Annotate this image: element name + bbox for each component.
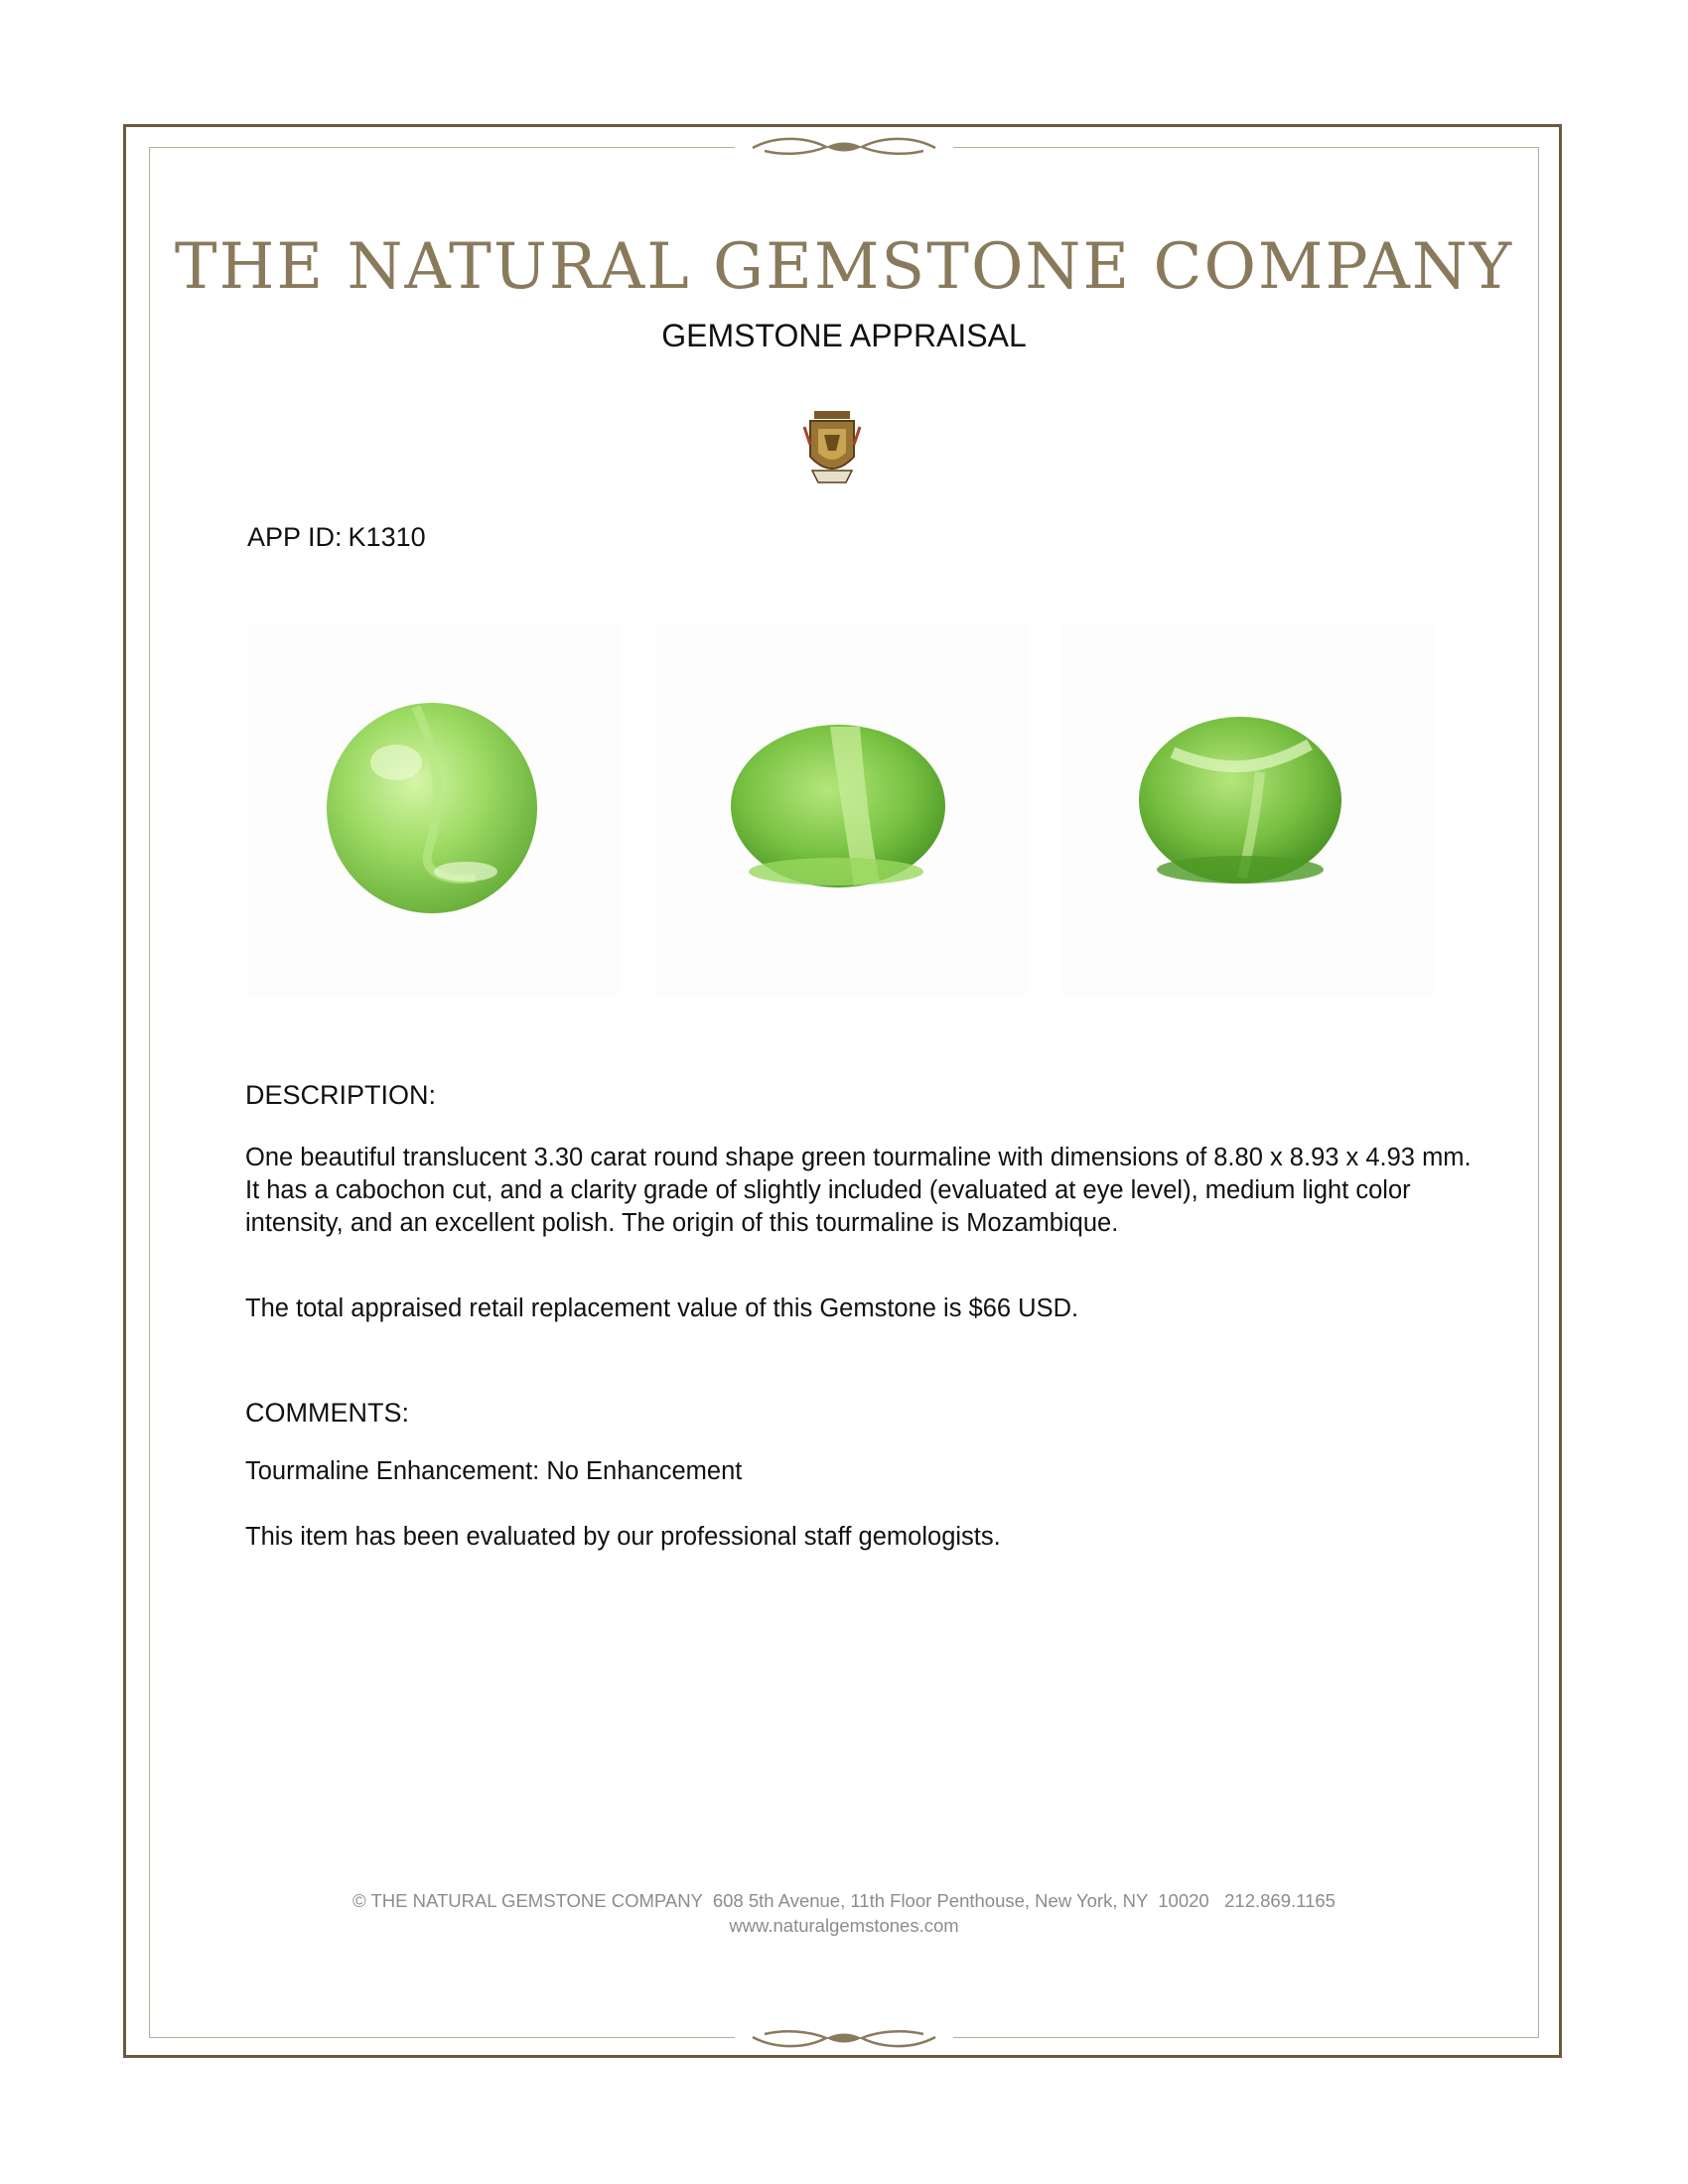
evaluation-comment: This item has been evaluated by our professional staff gemologists. [245,1523,1001,1551]
description-heading: DESCRIPTION: [245,1080,437,1110]
bottom-flourish-ornament [735,2023,953,2053]
footer [0,1888,1688,1938]
comments-heading: COMMENTS: [245,1398,409,1428]
app-id-value: K1310 [348,522,426,552]
enhancement-comment: Tourmaline Enhancement: No Enhancement [245,1457,743,1485]
footer-phone: 212.869.1165 [1224,1890,1336,1911]
footer-copyright: © THE NATURAL GEMSTONE COMPANY [352,1890,703,1911]
document-type-title: GEMSTONE APPRAISAL [661,318,1027,353]
company-crest-logo [802,405,862,492]
appraised-value-statement: The total appraised retail replacement value of this Gemstone is $66 USD. [245,1295,1079,1322]
footer-address: 608 5th Avenue, 11th Floor Penthouse, New York, NY 10020 [712,1890,1209,1911]
gemstone-photo-side-view [655,623,1029,997]
footer-website: www.naturalgemstones.com [729,1915,959,1936]
footer-contact-line [0,1888,1688,1913]
company-name: THE NATURAL GEMSTONE COMPANY [174,230,1514,304]
app-id-label: APP ID: [247,522,343,552]
top-flourish-ornament [735,132,953,162]
gemstone-photo-angle-view [1061,623,1435,997]
description-text: One beautiful translucent 3.30 carat round shape green tourmaline with dimensions of 8.80 x 8.93 x 4.93 mm. It has a cabochon cut, and a clarity grade of slightly included (evaluated at eye level), medium light color intensity, and an excellent polish. The origin of this tourmaline is Mozambique. [245,1144,1472,1237]
gemstone-photo-top-view [247,623,621,997]
app-id [247,522,426,553]
